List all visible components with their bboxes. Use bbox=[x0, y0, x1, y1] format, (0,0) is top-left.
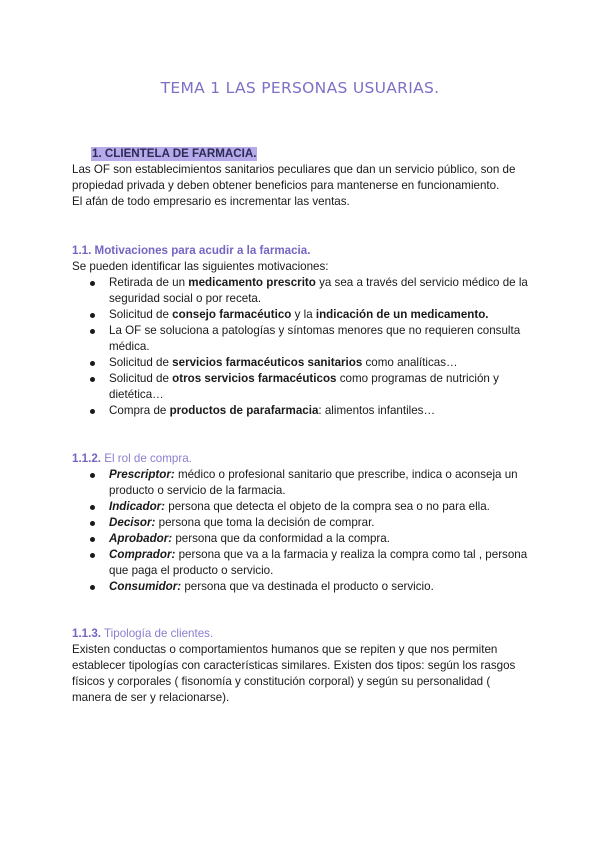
bullet-icon bbox=[90, 361, 95, 366]
paragraph-of-definition: Las OF son establecimientos sanitarios peculiares que dan un servicio público, son de propiedad privada y deben obtener beneficios para mantenerse en funcionamiento. bbox=[72, 163, 516, 192]
section-tipologia bbox=[72, 626, 532, 706]
bullet-icon bbox=[90, 281, 95, 286]
list-item: Consumidor: persona que va destinada el producto o servicio. bbox=[72, 579, 532, 595]
list-item: Indicador: persona que detecta el objeto de la compra sea o no para ella. bbox=[72, 499, 532, 515]
list-item: Solicitud de consejo farmacéutico y la indicación de un medicamento. bbox=[72, 307, 532, 323]
section-heading-clientela: 1. CLIENTELA DE FARMACIA. bbox=[92, 147, 257, 160]
list-item: Solicitud de otros servicios farmacéuticos como programas de nutrición y dietética… bbox=[72, 371, 532, 403]
list-item: Decisor: persona que toma la decisión de comprar. bbox=[72, 515, 532, 531]
bullet-icon bbox=[90, 377, 95, 382]
section-clientela bbox=[72, 146, 532, 210]
bullet-icon bbox=[90, 313, 95, 318]
section-rol-compra bbox=[72, 451, 532, 595]
list-item: Aprobador: persona que da conformidad a la compra. bbox=[72, 531, 532, 547]
bullet-icon bbox=[90, 473, 95, 478]
roles-list bbox=[72, 467, 532, 595]
paragraph-ventas: El afán de todo empresario es incrementar las ventas. bbox=[72, 195, 350, 208]
bullet-icon bbox=[90, 537, 95, 542]
motivaciones-intro: Se pueden identificar las siguientes motivaciones: bbox=[72, 260, 329, 273]
section-heading-tipologia: 1.1.3. Tipología de clientes. bbox=[72, 627, 214, 640]
list-item: Solicitud de servicios farmacéuticos sanitarios como analíticas… bbox=[72, 355, 532, 371]
bullet-icon bbox=[90, 505, 95, 510]
bullet-icon bbox=[90, 585, 95, 590]
tipologia-paragraph: Existen conductas o comportamientos humanos que se repiten y que nos permiten establecer tipologías con características similares. Existen dos tipos: según los rasgos físicos y corporales ( fisonomía y constitución corporal) y según su personalidad ( manera de ser y relacionarse). bbox=[72, 643, 516, 704]
list-item: Comprador: persona que va a la farmacia y realiza la compra como tal , persona que paga el producto o servicio. bbox=[72, 547, 532, 579]
section-heading-rol-compra: 1.1.2. El rol de compra. bbox=[72, 452, 192, 465]
motivaciones-list bbox=[72, 275, 532, 419]
bullet-icon bbox=[90, 329, 95, 334]
document-title: TEMA 1 LAS PERSONAS USUARIAS. bbox=[160, 79, 440, 97]
bullet-icon bbox=[90, 521, 95, 526]
list-item: Compra de productos de parafarmacia: alimentos infantiles… bbox=[72, 403, 532, 419]
section-motivaciones bbox=[72, 243, 532, 419]
list-item: Prescriptor: médico o profesional sanitario que prescribe, indica o aconseja un producto o servicio de la farmacia. bbox=[72, 467, 532, 499]
section-heading-motivaciones: 1.1. Motivaciones para acudir a la farmacia. bbox=[72, 244, 311, 257]
bullet-icon bbox=[90, 553, 95, 558]
list-item: La OF se soluciona a patologías y síntomas menores que no requieren consulta médica. bbox=[72, 323, 532, 355]
list-item: Retirada de un medicamento prescrito ya sea a través del servicio médico de la seguridad social o por receta. bbox=[72, 275, 532, 307]
bullet-icon bbox=[90, 409, 95, 414]
